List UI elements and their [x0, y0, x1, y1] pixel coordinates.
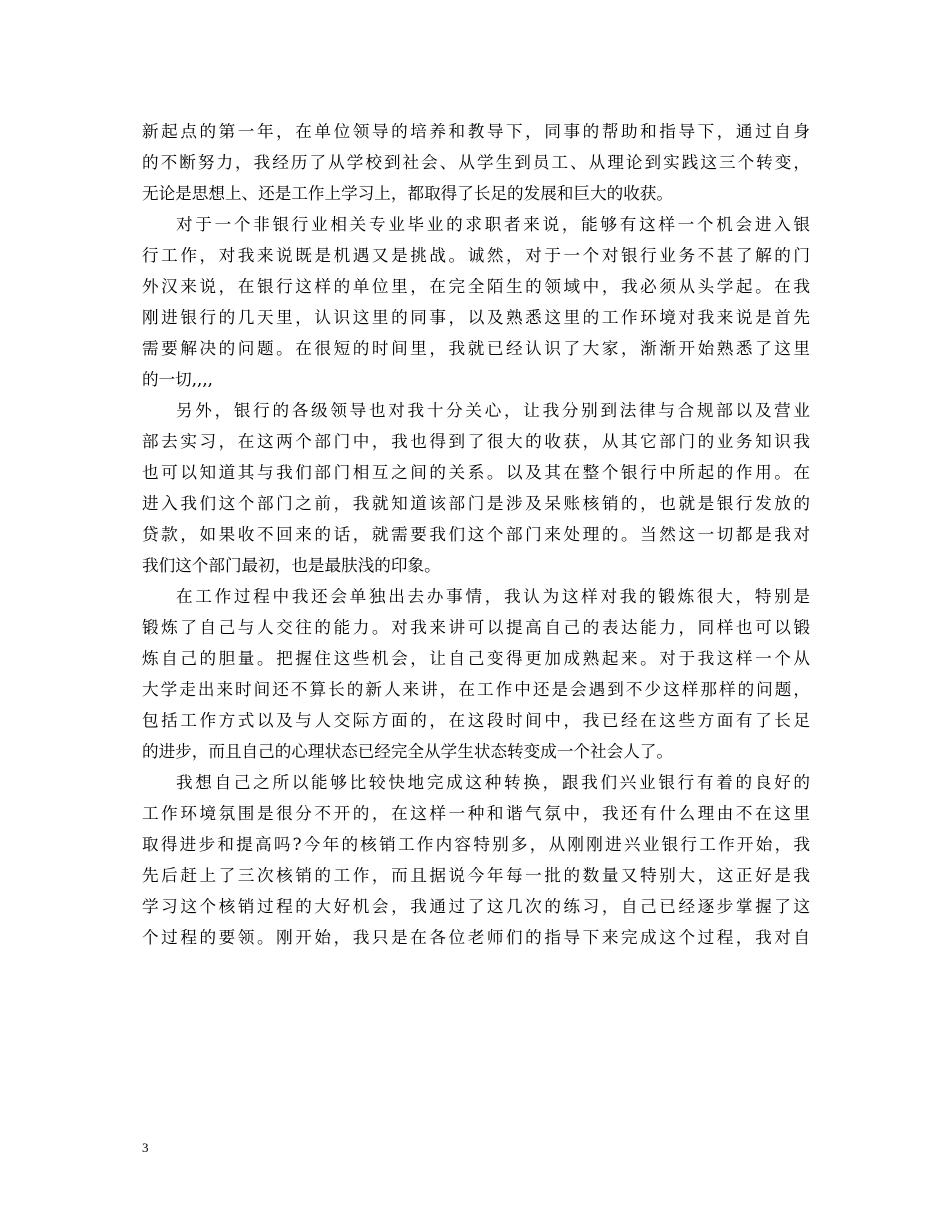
text-line: 无论是思想上、还是工作上学习上，都取得了长足的发展和巨大的收获。 — [142, 184, 673, 203]
paragraph-first-line: 对于一个非银行业相关专业毕业的求职者来说，能够有这样一个机会进入银 — [176, 215, 810, 234]
text-line: 外汉来说，在银行这样的单位里，在完全陌生的领域中，我必须从头学起。在我 — [142, 277, 810, 296]
text-line: 取得进步和提高吗?今年的核销工作内容特别多，从刚刚进兴业银行工作开始，我 — [142, 835, 810, 854]
text-line: 刚进银行的几天里，认识这里的同事，以及熟悉这里的工作环境对我来说是首先 — [142, 308, 810, 327]
text-line: 包括工作方式以及与人交际方面的，在这段时间中，我已经在这些方面有了长足 — [142, 711, 810, 730]
paragraph-first-line: 另外，银行的各级领导也对我十分关心，让我分别到法律与合规部以及营业 — [176, 401, 810, 420]
text-line: 我们这个部门最初，也是最肤浅的印象。 — [142, 556, 441, 575]
text-line: 贷款，如果收不回来的话，就需要我们这个部门来处理的。当然这一切都是我对 — [142, 525, 810, 544]
text-line: 的一切,,,, — [142, 370, 213, 389]
text-line: 行工作，对我来说既是机遇又是挑战。诚然，对于一个对银行业务不甚了解的门 — [142, 246, 810, 265]
text-line: 大学走出来时间还不算长的新人来讲，在工作中还是会遇到不少这样那样的问题， — [142, 680, 810, 699]
text-line: 新起点的第一年，在单位领导的培养和教导下，同事的帮助和指导下，通过自身 — [142, 122, 810, 141]
text-line: 锻炼了自己与人交往的能力。对我来讲可以提高自己的表达能力，同样也可以锻 — [142, 618, 810, 637]
paragraph-first-line: 我想自己之所以能够比较快地完成这种转换，跟我们兴业银行有着的良好的 — [176, 773, 810, 792]
text-line: 先后赶上了三次核销的工作，而且据说今年每一批的数量又特别大，这正好是我 — [142, 866, 810, 885]
text-line: 学习这个核销过程的大好机会，我通过了这几次的练习，自己已经逐步掌握了这 — [142, 897, 810, 916]
text-line: 也可以知道其与我们部门相互之间的关系。以及其在整个银行中所起的作用。在 — [142, 463, 810, 482]
text-line: 的不断努力，我经历了从学校到社会、从学生到员工、从理论到实践这三个转变， — [142, 153, 810, 172]
text-line: 的进步，而且自己的心理状态已经完全从学生状态转变成一个社会人了。 — [142, 742, 673, 761]
text-line: 工作环境氛围是很分不开的，在这样一种和谐气氛中，我还有什么理由不在这里 — [142, 804, 810, 823]
body-text — [142, 116, 810, 953]
text-line: 炼自己的胆量。把握住这些机会，让自己变得更加成熟起来。对于我这样一个从 — [142, 649, 810, 668]
text-line: 进入我们这个部门之前，我就知道该部门是涉及呆账核销的，也就是银行发放的 — [142, 494, 810, 513]
text-line: 部去实习，在这两个部门中，我也得到了很大的收获，从其它部门的业务知识我 — [142, 432, 810, 451]
paragraph-first-line: 在工作过程中我还会单独出去办事情，我认为这样对我的锻炼很大，特别是 — [176, 587, 810, 606]
text-line: 个过程的要领。刚开始，我只是在各位老师们的指导下来完成这个过程，我对自 — [142, 928, 810, 947]
page-number: 3 — [142, 1140, 149, 1155]
text-line: 需要解决的问题。在很短的时间里，我就已经认识了大家，渐渐开始熟悉了这里 — [142, 339, 810, 358]
